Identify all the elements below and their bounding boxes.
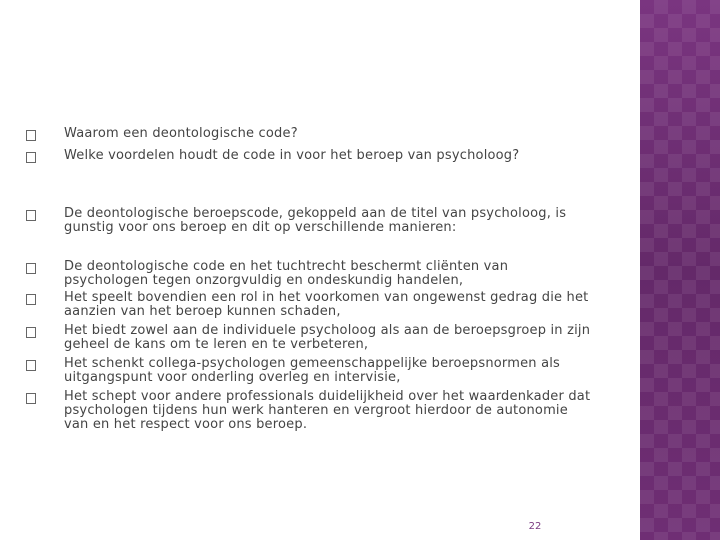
- checkbox-bullet-icon: [26, 260, 40, 278]
- checkbox-bullet-icon: [26, 324, 40, 342]
- bullet-text: Het speelt bovendien een rol in het voorkomen van ongewenst gedrag die het aanzien van het beroep kunnen schaden,: [64, 290, 589, 319]
- page-number: 22: [528, 521, 542, 532]
- bullet-text: Het biedt zowel aan de individuele psycholoog als aan de beroepsgroep in zijn geheel de kans om te leren en te verbeteren,: [64, 323, 591, 352]
- bullet-text: Het schenkt collega-psychologen gemeenschappelijke beroepsnormen als uitgangspunt voor onderling overleg en intervisie,: [64, 356, 561, 385]
- checkbox-bullet-icon: [26, 291, 40, 309]
- bullet-text: Welke voordelen houdt de code in voor het beroep van psycholoog?: [64, 148, 520, 163]
- bullet-text: De deontologische beroepscode, gekoppeld aan de titel van psycholoog, is gunstig voor ons beroep en dit op verschillende manieren:: [64, 206, 567, 235]
- bullet-text: Het schept voor andere professionals duidelijkheid over het waardenkader dat psychologen tijdens hun werk hanteren en vergroot hierdoor de autonomie van en het respect voor ons beroep.: [64, 389, 591, 432]
- checkbox-bullet-icon: [26, 149, 40, 167]
- checkbox-bullet-icon: [26, 357, 40, 375]
- bullet-text: Waarom een deontologische code?: [64, 126, 298, 141]
- checkbox-bullet-icon: [26, 207, 40, 225]
- checkbox-bullet-icon: [26, 127, 40, 145]
- bullet-text: De deontologische code en het tuchtrecht beschermt cliënten van psychologen tegen onzorgvuldig en ondeskundig handelen,: [64, 259, 509, 288]
- decorative-side-panel: [640, 0, 720, 540]
- checkbox-bullet-icon: [26, 390, 40, 408]
